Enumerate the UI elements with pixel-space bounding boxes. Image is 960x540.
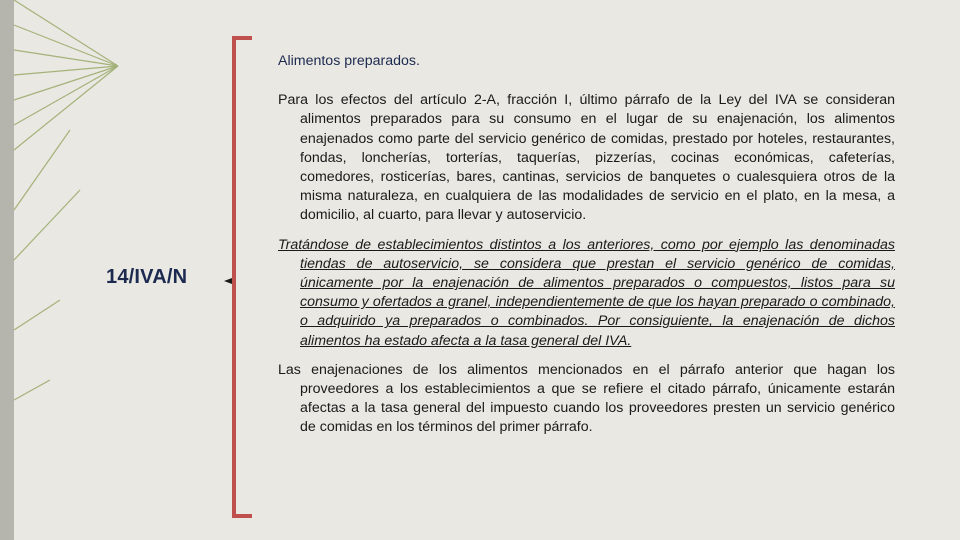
section-code-label: 14/IVA/N	[106, 266, 188, 288]
slide-title: Alimentos preparados.	[278, 53, 420, 69]
paragraph-3: Las enajenaciones de los alimentos mencionados en el párrafo anterior que hagan los proveedores a los establecimientos a que se refiere el citado párrafo, únicamente estarán afectas a la tasa general del impuesto cuando los proveedores presten un servicio genérico de comidas en los términos del primer párrafo.	[278, 361, 895, 436]
paragraph-2: Tratándose de establecimientos distintos a los anteriores, como por ejemplo las denominadas tiendas de autoservicio, se considera que prestan el servicio genérico de comidas, únicamente por la enajenación de alimentos preparados o compuestos, listos para su consumo y ofertados a granel, independientemente de que los hayan preparado o combinado, o adquirido ya preparados o combinados. Por consiguiente, la enajenación de dichos alimentos ha estado afecta a la tasa general del IVA.	[278, 236, 895, 349]
arrow-left-icon	[224, 278, 232, 284]
paragraph-1: Para los efectos del artículo 2-A, fracción I, último párrafo de la Ley del IVA se consideran alimentos preparados para su consumo en el lugar de su enajenación, los alimentos enajenados como parte del servicio genérico de comidas, prestado por hoteles, restaurantes, fondas, loncherías, torterías, taquerías, pizzerías, cocinas económicas, cafeterías, comedores, rosticerías, bares, cantinas, servicios de banquetes o cualesquiera otros de la misma naturaleza, en cualquiera de las modalidades de servicio en el plato, en la mesa, a domicilio, al cuarto, para llevar y autoservicio.	[278, 92, 895, 224]
left-bracket	[232, 36, 252, 518]
content-block	[278, 52, 895, 448]
